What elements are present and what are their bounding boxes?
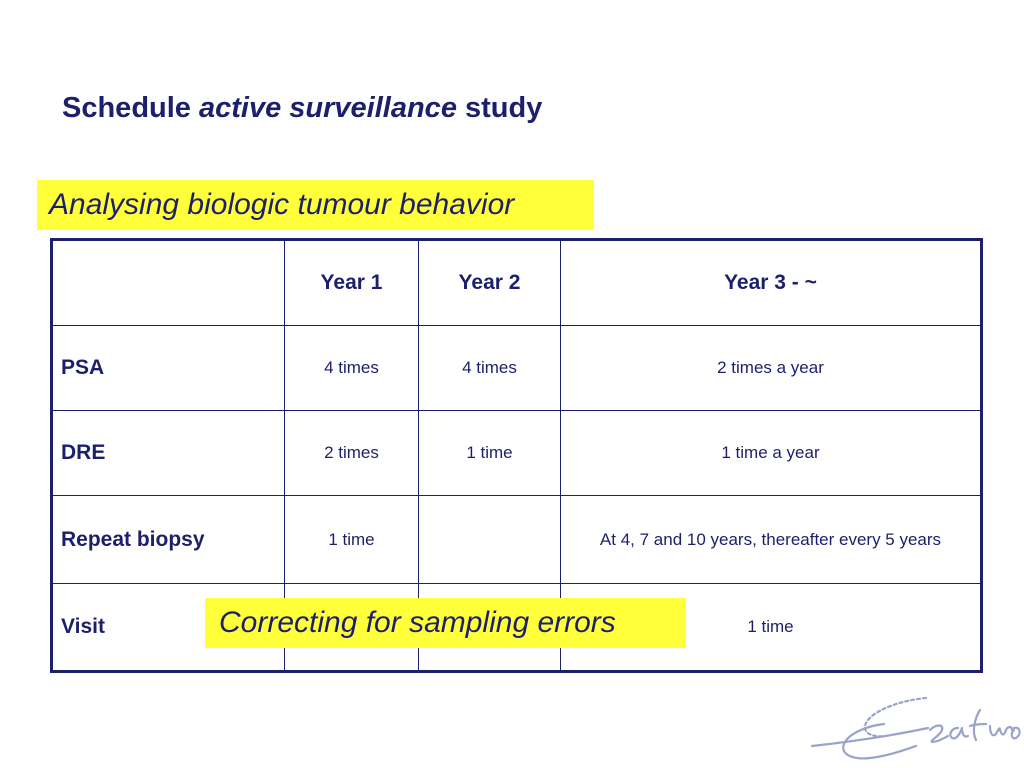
cell-biopsy-year-2 (419, 496, 561, 584)
header-cell-empty (52, 240, 285, 326)
cell-visit-year-3: 1 time (561, 584, 982, 672)
cell-dre-year-1: 2 times (285, 411, 419, 496)
cell-psa-year-2: 4 times (419, 326, 561, 411)
title-suffix: study (456, 92, 543, 124)
header-cell-year-3: Year 3 - ~ (561, 240, 982, 326)
cell-biopsy-year-3: At 4, 7 and 10 years, thereafter every 5 years (561, 496, 982, 584)
handwritten-signature-logo-icon (808, 690, 1022, 764)
table-row (52, 326, 982, 411)
cell-dre-year-2: 1 time (419, 411, 561, 496)
title-prefix: Schedule (62, 92, 199, 124)
header-cell-year-2: Year 2 (419, 240, 561, 326)
row-label-repeat-biopsy: Repeat biopsy (52, 496, 285, 584)
table-row (52, 411, 982, 496)
cell-biopsy-year-1: 1 time (285, 496, 419, 584)
table-row (52, 496, 982, 584)
table-header-row (52, 240, 982, 326)
cell-dre-year-3: 1 time a year (561, 411, 982, 496)
header-cell-year-1: Year 1 (285, 240, 419, 326)
row-label-visit: Visit (52, 584, 285, 672)
title-emphasis: active surveillance (199, 92, 457, 124)
slide-title (62, 92, 542, 125)
cell-psa-year-3: 2 times a year (561, 326, 982, 411)
cell-psa-year-1: 4 times (285, 326, 419, 411)
callout-sampling-errors: Correcting for sampling errors (205, 598, 686, 648)
row-label-psa: PSA (52, 326, 285, 411)
callout-biologic-behavior: Analysing biologic tumour behavior (37, 180, 594, 230)
row-label-dre: DRE (52, 411, 285, 496)
